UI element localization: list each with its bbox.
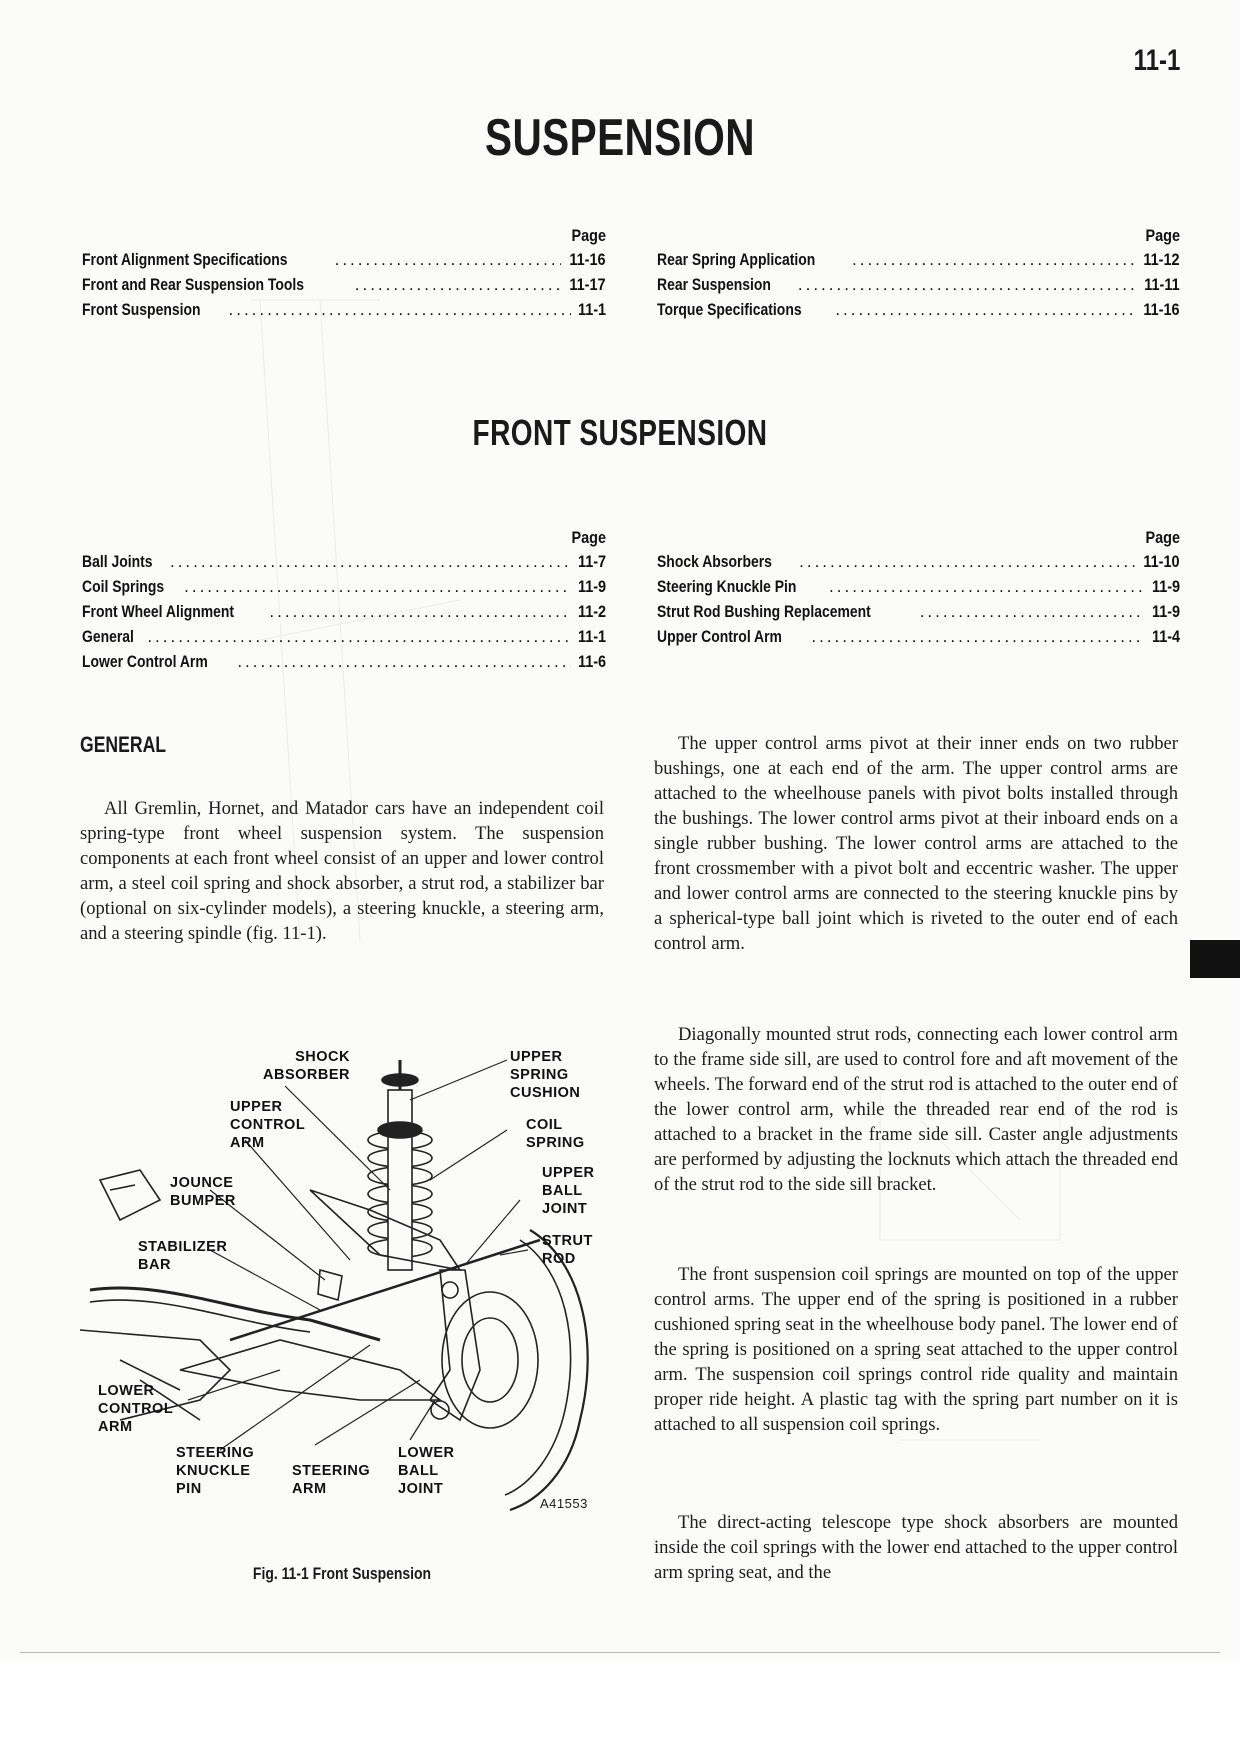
- index-entry-page: 11-4: [1151, 627, 1180, 646]
- chapter-index-left: [82, 226, 606, 325]
- callout-upper-spring-cushion: UPPER SPRING CUSHION: [510, 1049, 581, 1101]
- index-entry-page: 11-12: [1143, 250, 1180, 269]
- index-entry-label: Front Wheel Alignment: [82, 602, 235, 621]
- stabilizer-bar-drawing: [90, 1288, 380, 1340]
- index-entry[interactable]: [657, 552, 1180, 577]
- coil-springs-paragraph: The front suspension coil springs are mounted on top of the upper control arms. The upper end of the spring is positioned in a rubber cushioned spring seat in the wheelhouse body panel. The lower end of the spring is positioned on a spring seat attached to the upper control arm. The suspension coil springs control ride quality and maintain proper ride height. A plastic tag with the spring part number on it is attached to all suspension coil springs.: [654, 1264, 1178, 1435]
- index-entry[interactable]: [657, 250, 1180, 275]
- index-entry-page: 11-11: [1144, 275, 1180, 294]
- callout-stabilizer-bar: STABILIZER BAR: [138, 1239, 228, 1273]
- page-number: 11-1: [1133, 44, 1180, 77]
- index-entry-page: 11-16: [1143, 300, 1180, 319]
- index-entry-label: Rear Suspension: [657, 275, 771, 294]
- figure-id: A41553: [540, 1496, 588, 1511]
- index-entry[interactable]: [657, 577, 1180, 602]
- index-entry-label: Upper Control Arm: [657, 627, 782, 646]
- index-entry-label: Lower Control Arm: [82, 652, 208, 671]
- index-entry[interactable]: [82, 627, 606, 652]
- callout-upper-control-arm: UPPER CONTROL ARM: [230, 1099, 306, 1151]
- section-title: FRONT SUSPENSION: [472, 412, 768, 453]
- lower-arm-drawing: [180, 1340, 440, 1400]
- index-entry-label: Strut Rod Bushing Replacement: [657, 602, 871, 621]
- index-page-header: Page: [571, 528, 606, 547]
- index-entry[interactable]: [82, 577, 606, 602]
- index-entry[interactable]: [82, 652, 606, 677]
- callout-strut-rod: STRUT ROD: [542, 1233, 593, 1267]
- figure-caption: Fig. 11-1 Front Suspension: [252, 1564, 432, 1583]
- index-page-header: Page: [1145, 528, 1180, 547]
- index-entry-label: Steering Knuckle Pin: [657, 577, 797, 596]
- index-entry-page: 11-16: [569, 250, 606, 269]
- index-entry[interactable]: [82, 300, 606, 325]
- general-paragraph: All Gremlin, Hornet, and Matador cars have an independent coil spring-type front wheel suspension system. The suspension components at each front wheel consist of an upper and lower control arm, a steel coil spring and shock absorber, a strut rod, a stabilizer bar (optional on six-cylinder models), a steering knuckle, a steering arm, and a steering spindle (fig. 11-1).: [80, 798, 604, 944]
- shock-absorbers-paragraph: The direct-acting telescope type shock absorbers are mounted inside the coil springs with the lower end attached to the upper control arm spring seat, and the: [654, 1512, 1178, 1583]
- index-page-header: Page: [571, 226, 606, 245]
- general-heading: GENERAL: [80, 732, 167, 757]
- strut-rods-paragraph: Diagonally mounted strut rods, connecting each lower control arm to the frame side sill, are used to control fore and aft movement of the wheels. The forward end of the strut rod is attached to the outer end of the lower control arm, while the threaded rear end of the rod is attached to a bracket in the frame side sill. Caster angle adjustments are performed by adjusting the locknuts which attach the threaded end of the strut rod to the side sill bracket.: [654, 1024, 1178, 1195]
- index-entry-page: 11-7: [577, 552, 606, 571]
- index-entry-label: Torque Specifications: [657, 300, 802, 319]
- index-entry-page: 11-17: [569, 275, 606, 294]
- callout-lower-control-arm: LOWER CONTROL ARM: [98, 1383, 174, 1435]
- suspension-illustration: [80, 1040, 610, 1520]
- index-entry-page: 11-6: [577, 652, 606, 671]
- callout-jounce-bumper: JOUNCE BUMPER: [170, 1175, 236, 1209]
- index-entry[interactable]: [82, 275, 606, 300]
- index-entry[interactable]: [82, 250, 606, 275]
- index-entry[interactable]: [657, 602, 1180, 627]
- callout-steering-arm: STEERING ARM: [292, 1463, 371, 1497]
- index-entry[interactable]: [82, 552, 606, 577]
- index-entry-page: 11-10: [1143, 552, 1180, 571]
- control-arms-paragraph: The upper control arms pivot at their inner ends on two rubber bushings, one at each end of the arm. The upper control arms are attached to the wheelhouse panels with pivot bolts installed through the bushings. The lower control arms pivot at their inboard ends on a single rubber bushing. The lower control arms are attached to the front crossmember with a pivot bolt and eccentric washer. The upper and lower control arms are connected to the steering knuckle pins by a spherical-type ball joint which is riveted to the outer end of each control arm.: [654, 733, 1178, 954]
- front-suspension-figure: [80, 1040, 610, 1520]
- tire-outline: [510, 1230, 588, 1510]
- page-edge-rule: [20, 1652, 1220, 1653]
- index-entry[interactable]: [657, 300, 1180, 325]
- index-entry-label: Rear Spring Application: [657, 250, 816, 269]
- index-entry-page: 11-1: [577, 300, 606, 319]
- index-entry-label: Front and Rear Suspension Tools: [82, 275, 305, 294]
- brake-drum: [442, 1292, 538, 1428]
- index-entry-page: 11-9: [1151, 602, 1180, 621]
- callout-lower-ball-joint: LOWER BALL JOINT: [398, 1445, 455, 1497]
- index-entry-page: 11-2: [577, 602, 606, 621]
- index-entry-page: 11-9: [1151, 577, 1180, 596]
- index-entry-label: Ball Joints: [82, 552, 153, 571]
- index-entry-label: General: [82, 627, 134, 646]
- index-entry-label: Front Suspension: [82, 300, 201, 319]
- index-entry[interactable]: [82, 602, 606, 627]
- index-entry-label: Front Alignment Specifications: [82, 250, 288, 269]
- shock-body: [388, 1090, 412, 1270]
- chapter-index-right: [657, 226, 1180, 325]
- section-index-right: [657, 528, 1180, 652]
- callout-upper-ball-joint: UPPER BALL JOINT: [542, 1165, 595, 1217]
- index-entry-label: Shock Absorbers: [657, 552, 772, 571]
- callout-coil-spring: COIL SPRING: [526, 1117, 585, 1151]
- index-entry[interactable]: [657, 627, 1180, 652]
- callout-shock-absorber: SHOCK ABSORBER: [263, 1049, 350, 1083]
- chapter-title: SUSPENSION: [485, 109, 755, 167]
- strut-rod-drawing: [230, 1240, 540, 1340]
- index-entry-label: Coil Springs: [82, 577, 165, 596]
- section-edge-tab: [1190, 940, 1240, 978]
- index-entry-page: 11-9: [577, 577, 606, 596]
- index-entry[interactable]: [657, 275, 1180, 300]
- index-page-header: Page: [1145, 226, 1180, 245]
- callout-steering-knuckle-pin: STEERING KNUCKLE PIN: [176, 1445, 255, 1497]
- index-entry-page: 11-1: [577, 627, 606, 646]
- section-index-left: [82, 528, 606, 677]
